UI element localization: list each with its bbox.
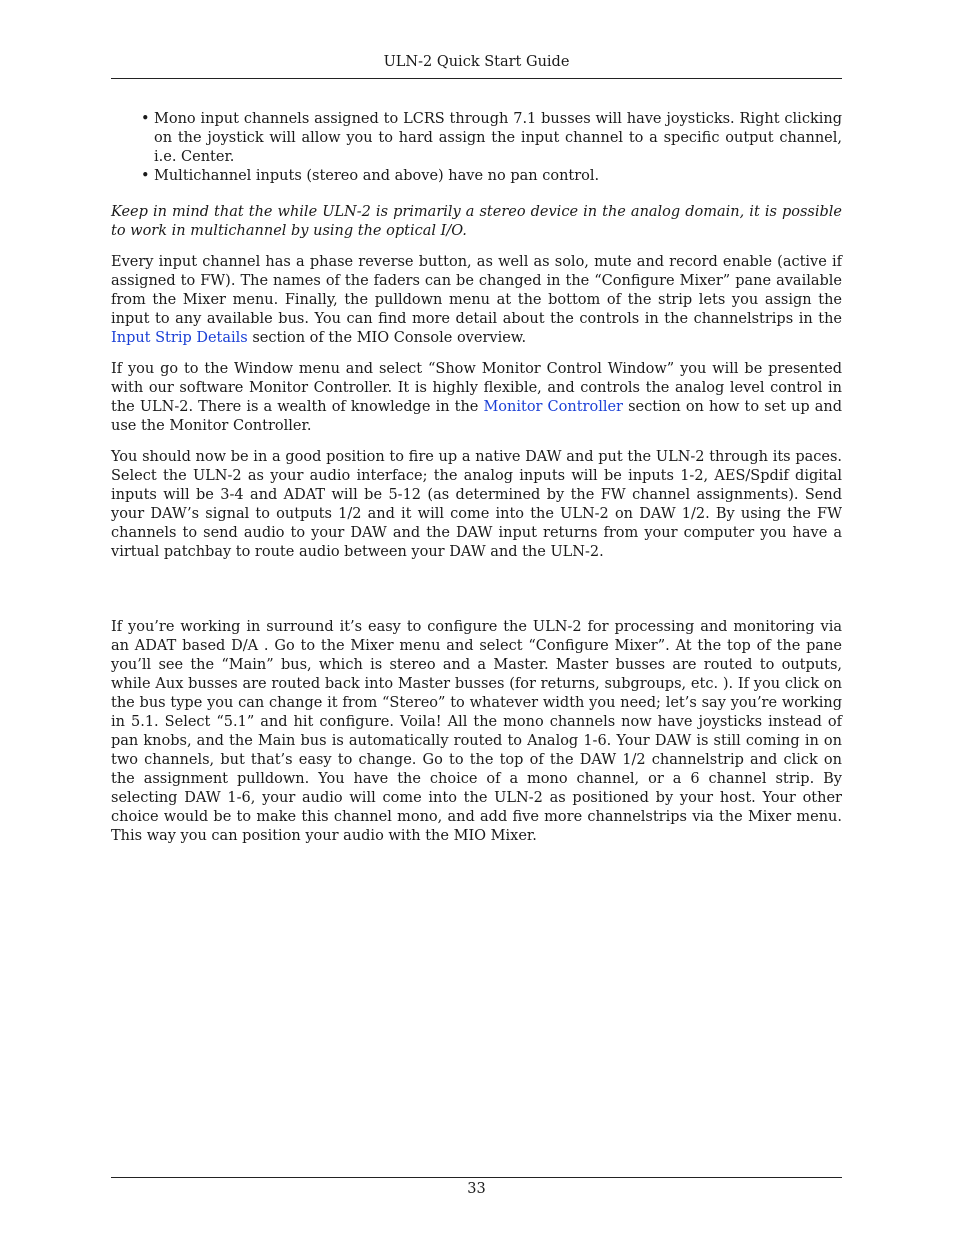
- page-header-title: ULN-2 Quick Start Guide: [383, 54, 570, 70]
- paragraph-input-channels: [111, 253, 842, 348]
- bullet-list: [111, 110, 842, 186]
- list-item: • Mono input channels assigned to LCRS through 7.1 busses will have joysticks. Right clicking on the joystick will allow you to hard assign the input channel to a specific output channel, i.e. Center.: [154, 110, 842, 167]
- page-content: [111, 110, 842, 858]
- footer-divider: [111, 1177, 842, 1178]
- header-divider: [111, 78, 842, 79]
- paragraph-text: section of the MIO Console overview.: [247, 330, 527, 346]
- input-strip-details-link[interactable]: Input Strip Details: [111, 330, 248, 346]
- italic-note: Keep in mind that the while ULN-2 is primarily a stereo device in the analog domain, it is possible to work in multichannel by using the optical I/O.: [111, 204, 842, 239]
- paragraph-text: Every input channel has a phase reverse button, as well as solo, mute and record enable (active if assigned to FW). The names of the faders can be changed in the “Configure Mixer” pane available from the Mixer menu. Finally, the pulldown menu at the bottom of the strip lets you assign the input to any available bus. You can find more detail about the controls in the channelstrips in the: [111, 254, 842, 327]
- page-number: 33: [467, 1181, 486, 1197]
- paragraph-monitor-controller: [111, 360, 842, 436]
- section-spacer: [111, 574, 842, 618]
- paragraph-surround: If you’re working in surround it’s easy to configure the ULN-2 for processing and monitoring via an ADAT based D/A . Go to the Mixer menu and select “Configure Mixer”. At the top of the pane you’ll see the “Main” bus, which is stereo and a Master. Master busses are routed to outputs, while Aux busses are routed back into Master busses (for returns, subgroups, etc. ). If you click on the bus type you can change it from “Stereo” to whatever width you need; let’s say you’re working in 5.1. Select “5.1” and hit configure. Voila! All the mono channels now have joysticks instead of pan knobs, and the Main bus is automatically routed to Analog 1-6. Your DAW is still coming in on two channels, but that’s easy to change. Go to the top of the DAW 1/2 channelstrip and click on the assignment pulldown. You have the choice of a mono channel, or a 6 channel strip. By selecting DAW 1-6, your audio will come into the ULN-2 as positioned by your host. Your other choice would be to make this channel mono, and add five more channelstrips via the Mixer menu. This way you can position your audio with the MIO Mixer.: [111, 619, 842, 844]
- list-item: • Multichannel inputs (stereo and above) have no pan control.: [154, 167, 842, 186]
- monitor-controller-link[interactable]: Monitor Controller: [483, 399, 623, 415]
- paragraph-text: If you go to the Window menu and select “Show Monitor Control Window” you will be presented with our software Monitor Controller. It is highly flexible, and controls the analog level control in the ULN-2. There is a wealth of knowledge in the: [111, 361, 842, 415]
- paragraph-text: section on how to set up and use the Monitor Controller.: [111, 399, 843, 434]
- paragraph-daw: You should now be in a good position to fire up a native DAW and put the ULN-2 through its paces. Select the ULN-2 as your audio interface; the analog inputs will be inputs 1-2, AES/Spdif digital inputs will be 3-4 and ADAT will be 5-12 (as determined by the FW channel assignments). Send your DAW’s signal to outputs 1/2 and it will come into the ULN-2 on DAW 1/2. By using the FW channels to send audio to your DAW and the DAW input returns from your computer you have a virtual patchbay to route audio between your DAW and the ULN-2.: [111, 449, 842, 560]
